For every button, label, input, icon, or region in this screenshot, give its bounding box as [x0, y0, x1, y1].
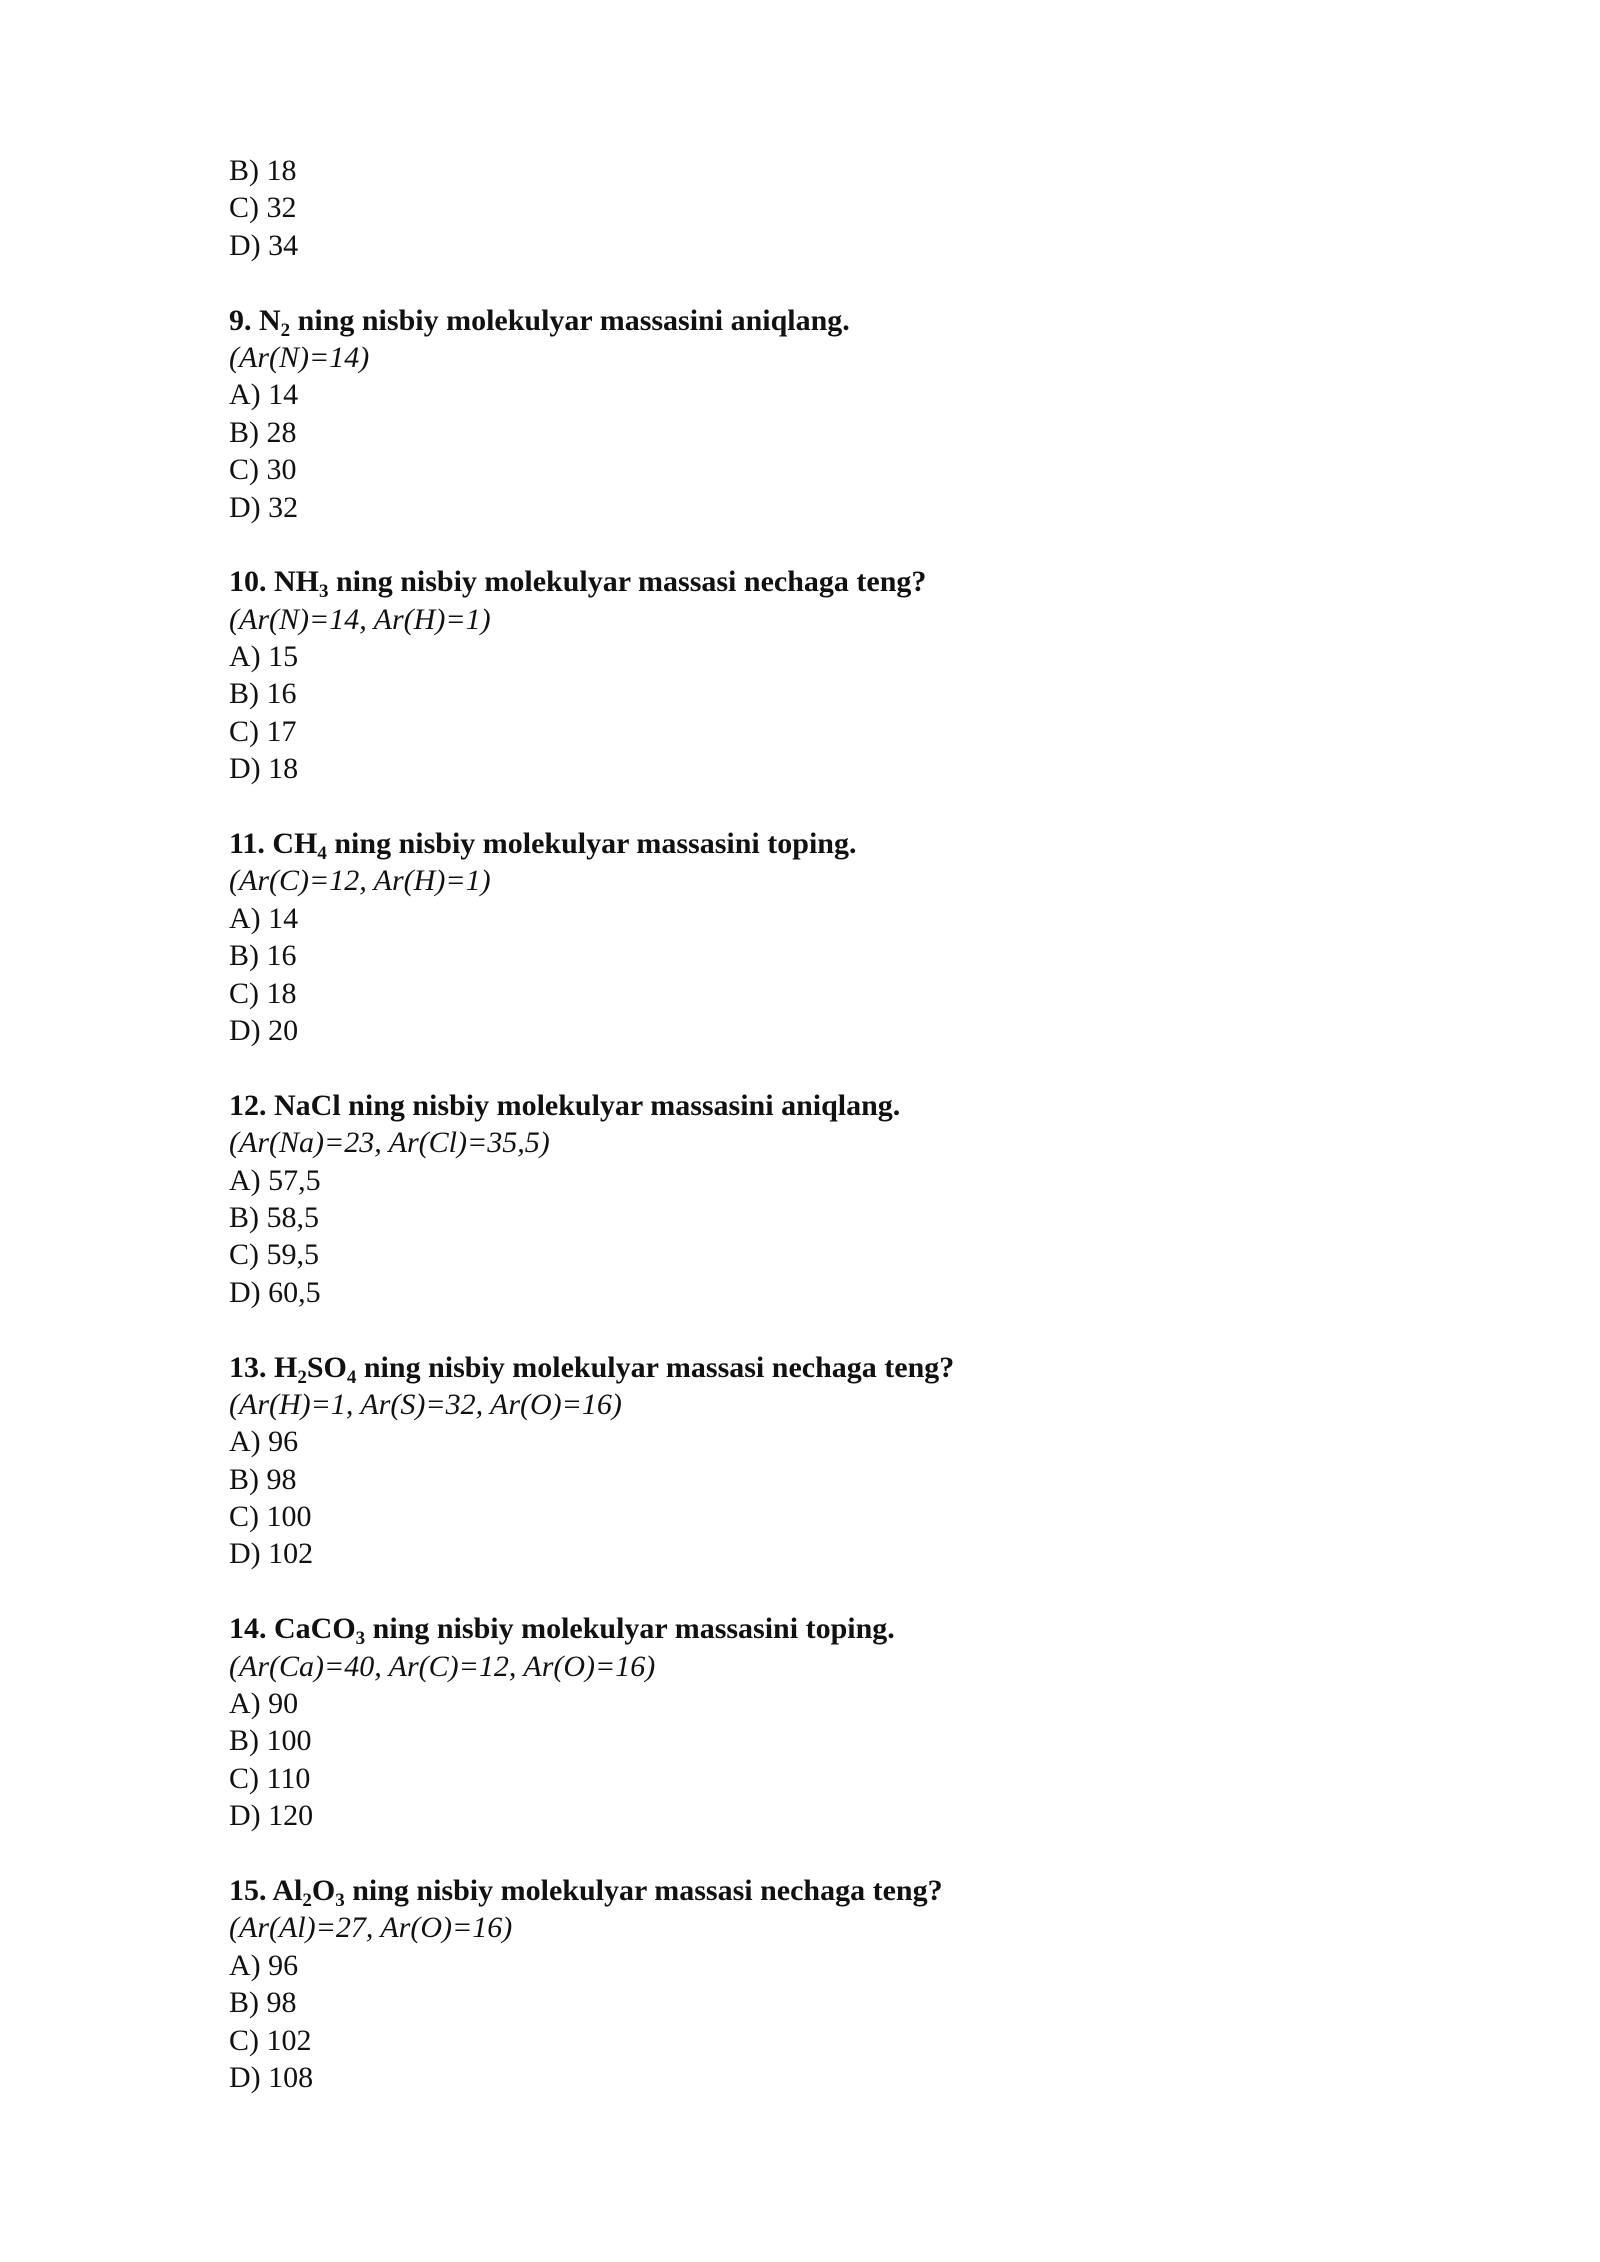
- answer-option: C) 18: [229, 976, 297, 1010]
- formula-part: N: [259, 303, 281, 337]
- question-number: 13.: [229, 1350, 267, 1384]
- question-text: ning nisbiy molekulyar massasi nechaga teng?: [328, 565, 927, 599]
- question-number: 11.: [229, 827, 265, 861]
- atomic-mass-hint: (Ar(Na)=23, Ar(Cl)=35,5): [229, 1126, 550, 1160]
- atomic-mass-hint: (Ar(H)=1, Ar(S)=32, Ar(O)=16): [229, 1387, 622, 1421]
- answer-option: C) 110: [229, 1761, 311, 1795]
- question-title: [229, 1610, 1409, 1650]
- answer-option: D) 32: [229, 490, 299, 524]
- question-block: [229, 1349, 1409, 1573]
- question-block: [229, 1087, 1409, 1311]
- formula-subscript: 3: [335, 1889, 345, 1911]
- spacer: [229, 1049, 1409, 1086]
- formula-part: NaCl: [274, 1088, 341, 1122]
- answer-option: B) 98: [229, 1986, 297, 2020]
- option: B) 18: [229, 154, 297, 187]
- answer-option: B) 16: [229, 677, 297, 711]
- question-title: [229, 563, 1409, 603]
- previous-question-options: [229, 152, 1409, 264]
- answer-option: D) 108: [229, 2060, 314, 2094]
- option: C) 32: [229, 191, 297, 225]
- question-text: ning nisbiy molekulyar massasini aniqlang.: [340, 1088, 901, 1122]
- formula-subscript: 3: [319, 581, 329, 603]
- chemical-formula: [274, 1612, 366, 1650]
- atomic-mass-hint: (Ar(Al)=27, Ar(O)=16): [229, 1911, 513, 1945]
- formula-part: SO: [306, 1350, 347, 1384]
- chemical-formula: [274, 565, 329, 603]
- question-title: [229, 302, 1409, 339]
- document-page: [229, 152, 1409, 2096]
- question-number: 9.: [229, 303, 252, 337]
- answer-option: B) 16: [229, 939, 297, 973]
- formula-subscript: 2: [302, 1889, 312, 1911]
- question-text: ning nisbiy molekulyar massasini toping.: [326, 827, 857, 861]
- option: D) 34: [229, 228, 299, 262]
- answer-option: C) 17: [229, 714, 297, 748]
- spacer: [229, 264, 1409, 301]
- question-title: [229, 825, 1409, 865]
- answer-option: A) 14: [229, 378, 299, 412]
- spacer: [229, 1573, 1409, 1610]
- chemical-formula: [272, 827, 327, 865]
- answer-option: A) 15: [229, 640, 299, 674]
- formula-subscript: 4: [346, 1366, 357, 1388]
- question-text: ning nisbiy molekulyar massasi nechaga teng?: [344, 1873, 943, 1907]
- spacer: [229, 526, 1409, 563]
- answer-option: C) 30: [229, 453, 297, 487]
- question-number: 10.: [229, 565, 267, 599]
- formula-subscript: 2: [280, 319, 291, 341]
- spacer: [229, 1311, 1409, 1348]
- question-block: [229, 825, 1409, 1049]
- atomic-mass-hint: (Ar(Ca)=40, Ar(C)=12, Ar(O)=16): [229, 1649, 656, 1683]
- answer-option: D) 18: [229, 752, 299, 786]
- formula-subscript: 2: [297, 1366, 307, 1388]
- chemical-formula: [272, 1873, 345, 1911]
- answer-option: A) 90: [229, 1687, 299, 1721]
- answer-option: D) 102: [229, 1537, 314, 1571]
- atomic-mass-hint: (Ar(C)=12, Ar(H)=1): [229, 864, 491, 898]
- chemical-formula: [259, 303, 291, 341]
- formula-part: CH: [272, 827, 318, 861]
- question-number: 15.: [229, 1873, 267, 1907]
- formula-subscript: 4: [317, 843, 327, 865]
- question-block: [229, 1610, 1409, 1834]
- question-block: [229, 302, 1409, 526]
- answer-option: A) 96: [229, 1948, 299, 1982]
- answer-option: B) 28: [229, 415, 297, 449]
- question-text: ning nisbiy molekulyar massasini aniqlang.: [290, 303, 850, 337]
- question-block: [229, 1872, 1409, 2096]
- answer-option: D) 60,5: [229, 1275, 321, 1309]
- atomic-mass-hint: (Ar(N)=14): [229, 340, 370, 374]
- question-number: 12.: [229, 1088, 267, 1122]
- question-title: [229, 1349, 1409, 1386]
- answer-option: D) 20: [229, 1013, 299, 1047]
- formula-part: CaCO: [274, 1612, 356, 1646]
- formula-part: H: [274, 1350, 298, 1384]
- answer-option: B) 98: [229, 1462, 297, 1496]
- formula-part: NH: [274, 565, 319, 599]
- question-text: ning nisbiy molekulyar massasi nechaga teng?: [356, 1350, 955, 1384]
- answer-option: A) 96: [229, 1425, 299, 1459]
- answer-option: C) 100: [229, 1500, 312, 1534]
- answer-option: C) 102: [229, 2023, 312, 2057]
- formula-subscript: 3: [355, 1628, 366, 1650]
- answer-option: A) 57,5: [229, 1163, 321, 1197]
- question-title: [229, 1087, 1409, 1124]
- question-block: [229, 563, 1409, 787]
- question-title: [229, 1872, 1409, 1909]
- formula-part: O: [311, 1873, 336, 1907]
- chemical-formula: [274, 1089, 341, 1122]
- answer-option: B) 58,5: [229, 1200, 319, 1234]
- answer-option: B) 100: [229, 1724, 312, 1758]
- atomic-mass-hint: (Ar(N)=14, Ar(H)=1): [229, 602, 491, 636]
- question-list: [229, 264, 1409, 2096]
- chemical-formula: [274, 1350, 357, 1388]
- answer-option: D) 120: [229, 1799, 314, 1833]
- spacer: [229, 788, 1409, 825]
- answer-option: C) 59,5: [229, 1238, 319, 1272]
- formula-part: Al: [272, 1873, 303, 1907]
- question-number: 14.: [229, 1612, 267, 1646]
- spacer: [229, 1835, 1409, 1872]
- answer-option: A) 14: [229, 901, 299, 935]
- question-text: ning nisbiy molekulyar massasini toping.: [365, 1612, 895, 1646]
